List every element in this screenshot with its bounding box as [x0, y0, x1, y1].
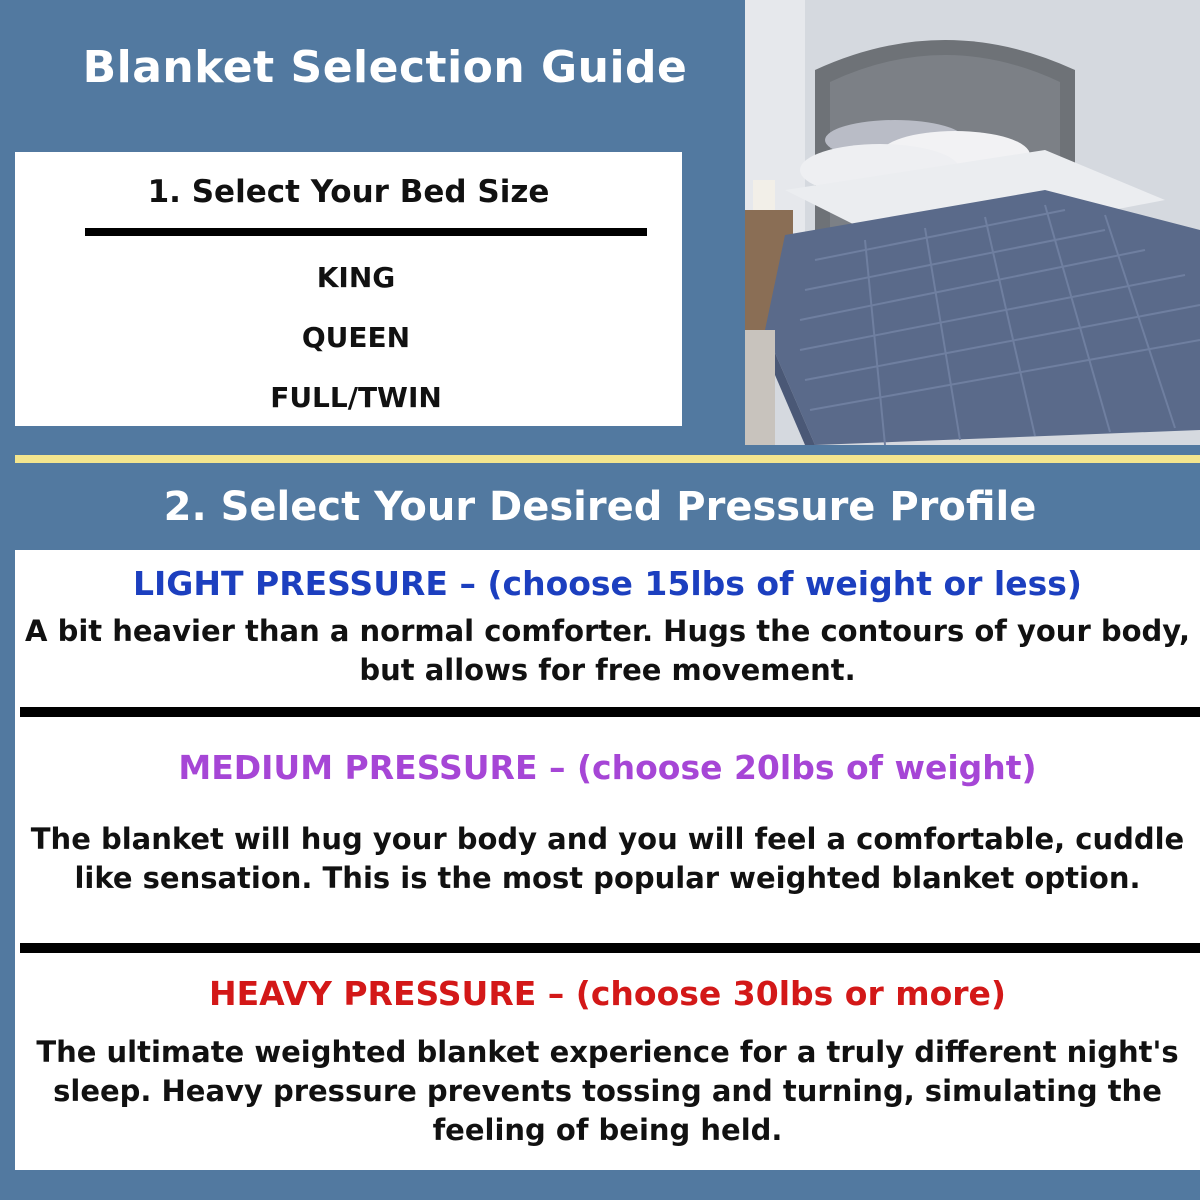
pressure-heading: 2. Select Your Desired Pressure Profile	[163, 484, 1037, 530]
bed-size-heading: 1. Select Your Bed Size	[147, 174, 550, 210]
profile-divider	[20, 943, 1200, 953]
medium-pressure-desc-line1: The blanket will hug your body and you will feel a comfortable, cuddle	[30, 822, 1185, 856]
light-pressure-desc-line2: but allows for free movement.	[359, 653, 856, 687]
bed-size-card	[15, 152, 682, 426]
section-divider	[15, 455, 1200, 463]
heading-divider	[85, 228, 647, 236]
profile-divider	[20, 707, 1200, 717]
bed-size-list	[15, 248, 697, 428]
heavy-pressure-desc-line3: feeling of being held.	[432, 1113, 783, 1147]
pressure-profiles-card	[15, 550, 1200, 1170]
medium-pressure-desc-line2: like sensation. This is the most popular weighted blanket option.	[74, 861, 1141, 895]
heavy-pressure-desc-line2: sleep. Heavy pressure prevents tossing and turning, simulating the	[53, 1074, 1162, 1108]
page-title: Blanket Selection Guide	[82, 42, 688, 93]
light-pressure-desc-line1: A bit heavier than a normal comforter. Hugs the contours of your body,	[25, 614, 1190, 648]
heavy-pressure-title: HEAVY PRESSURE – (choose 30lbs or more)	[208, 974, 1006, 1013]
medium-pressure-title: MEDIUM PRESSURE – (choose 20lbs of weight)	[178, 748, 1037, 787]
light-pressure-title: LIGHT PRESSURE – (choose 15lbs of weight or less)	[133, 564, 1082, 603]
bed-size-king: KING	[316, 261, 396, 294]
heavy-pressure-desc-line1: The ultimate weighted blanket experience for a truly different night's	[36, 1035, 1179, 1069]
bed-size-queen: QUEEN	[301, 321, 411, 354]
bed-size-full-twin: FULL/TWIN	[270, 381, 442, 414]
bed-photo	[745, 0, 1200, 445]
